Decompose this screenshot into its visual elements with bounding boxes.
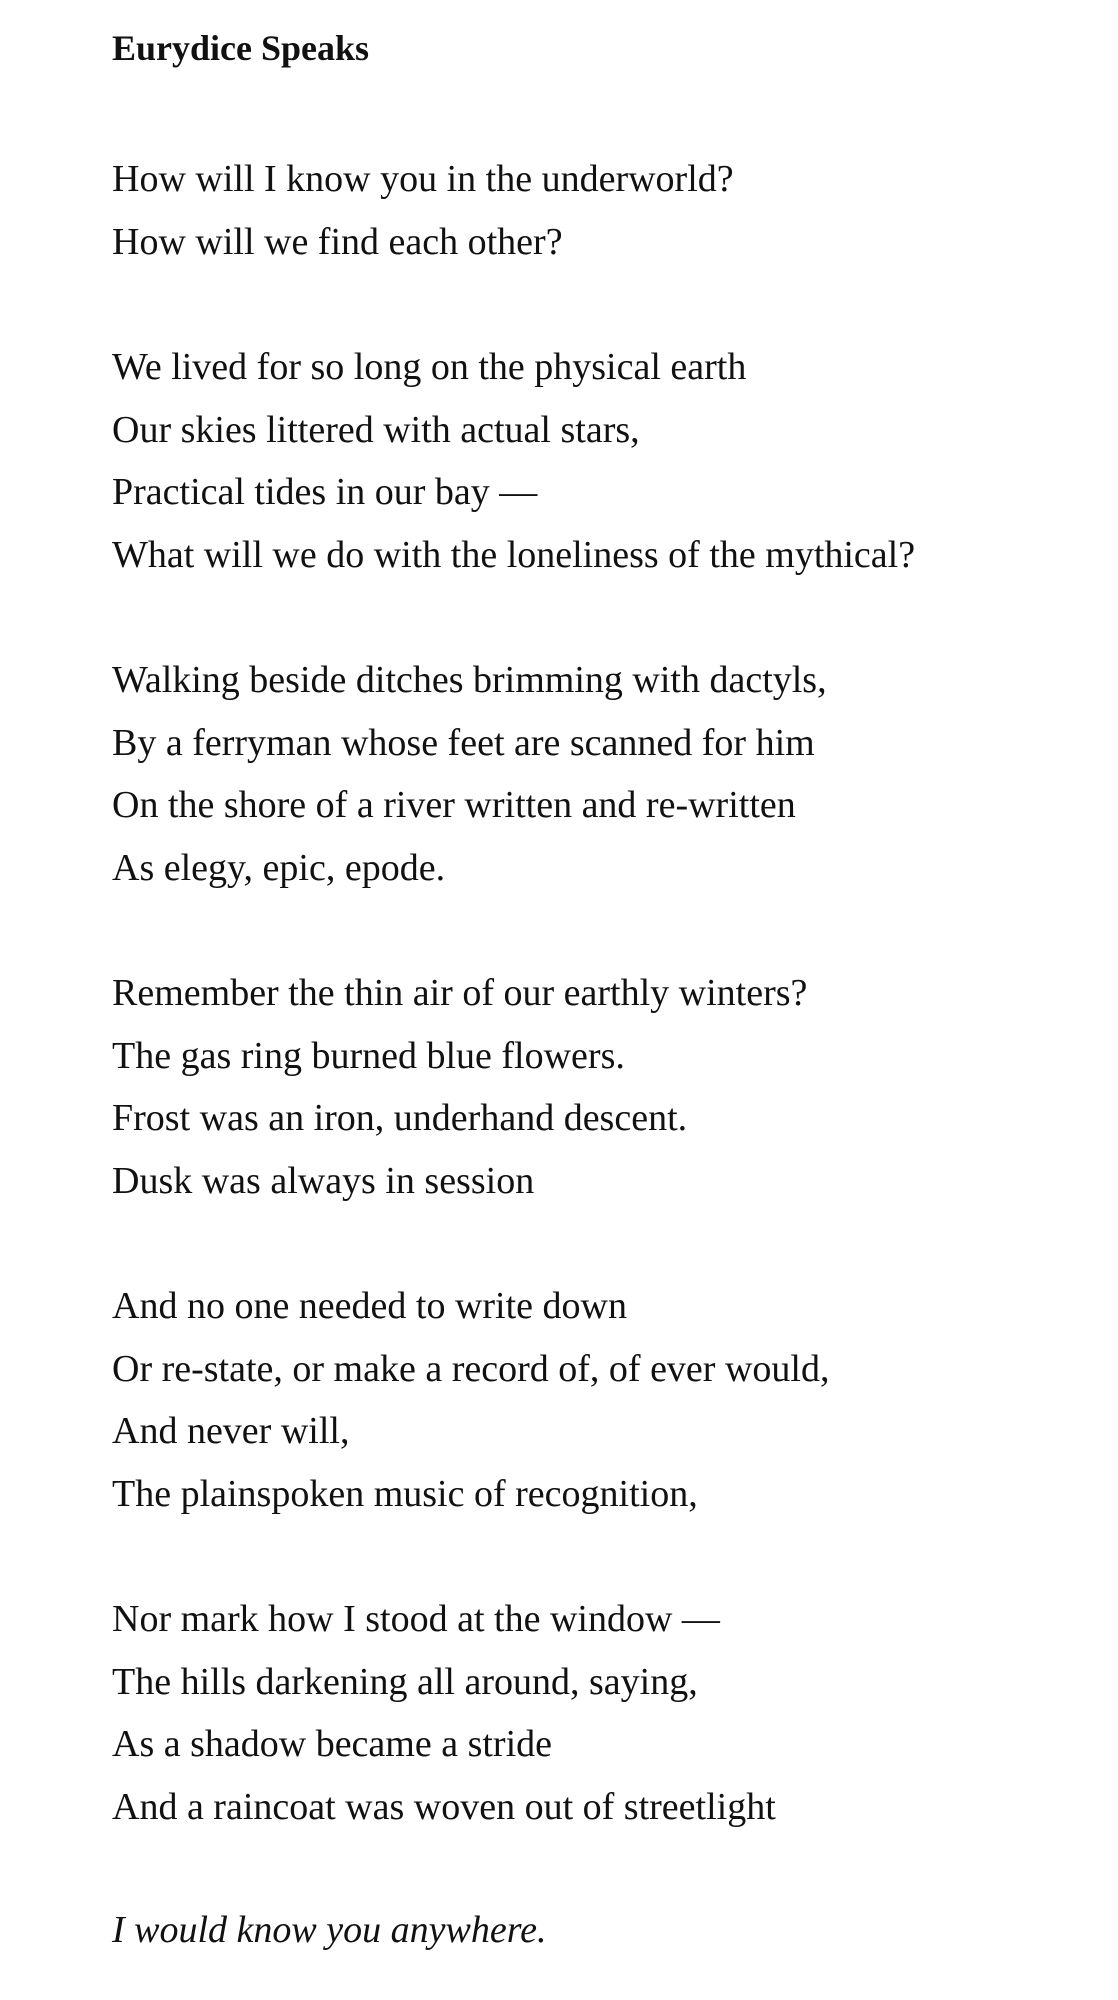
poem-line: And no one needed to write down xyxy=(112,1285,627,1327)
poem-line: The plainspoken music of recognition, xyxy=(112,1472,698,1515)
poem-line: By a ferryman whose feet are scanned for him xyxy=(112,721,815,764)
poem-line: Walking beside ditches brimming with dactyls, xyxy=(112,659,827,701)
poem-line: How will we find each other? xyxy=(112,220,563,263)
poem-line: Our skies littered with actual stars, xyxy=(112,408,640,451)
stanza-5 xyxy=(112,1275,1102,1525)
poem-line: The gas ring burned blue flowers. xyxy=(112,1034,625,1077)
poem-line: How will I know you in the underworld? xyxy=(112,158,734,200)
poem-line: And a raincoat was woven out of streetlight xyxy=(112,1785,776,1828)
stanza-2 xyxy=(112,336,1102,586)
poem-line: On the shore of a river written and re-written xyxy=(112,784,796,826)
stanza-4 xyxy=(112,962,1102,1212)
stanza-3 xyxy=(112,649,1102,899)
poem-line: We lived for so long on the physical earth xyxy=(112,346,747,388)
poem-line: Dusk was always in session xyxy=(112,1159,535,1202)
poem-line: And never will, xyxy=(112,1410,350,1452)
closing-line: I would know you anywhere. xyxy=(112,1909,547,1951)
poem-line: Nor mark how I stood at the window — xyxy=(112,1598,720,1640)
poem-line: As elegy, epic, epode. xyxy=(112,846,446,889)
stanza-1 xyxy=(112,148,1102,273)
poem-line: Practical tides in our bay — xyxy=(112,471,538,513)
stanza-6 xyxy=(112,1588,1102,1838)
poem-line: Remember the thin air of our earthly winters? xyxy=(112,972,808,1014)
poem-line: Frost was an iron, underhand descent. xyxy=(112,1097,688,1139)
poem-line: As a shadow became a stride xyxy=(112,1723,553,1765)
poem-title: Eurydice Speaks xyxy=(112,28,370,68)
poem-line: Or re-state, or make a record of, of ever would, xyxy=(112,1347,830,1390)
poem xyxy=(112,22,1102,1961)
poem-line: What will we do with the loneliness of the mythical? xyxy=(112,533,916,576)
poem-line: The hills darkening all around, saying, xyxy=(112,1660,698,1703)
